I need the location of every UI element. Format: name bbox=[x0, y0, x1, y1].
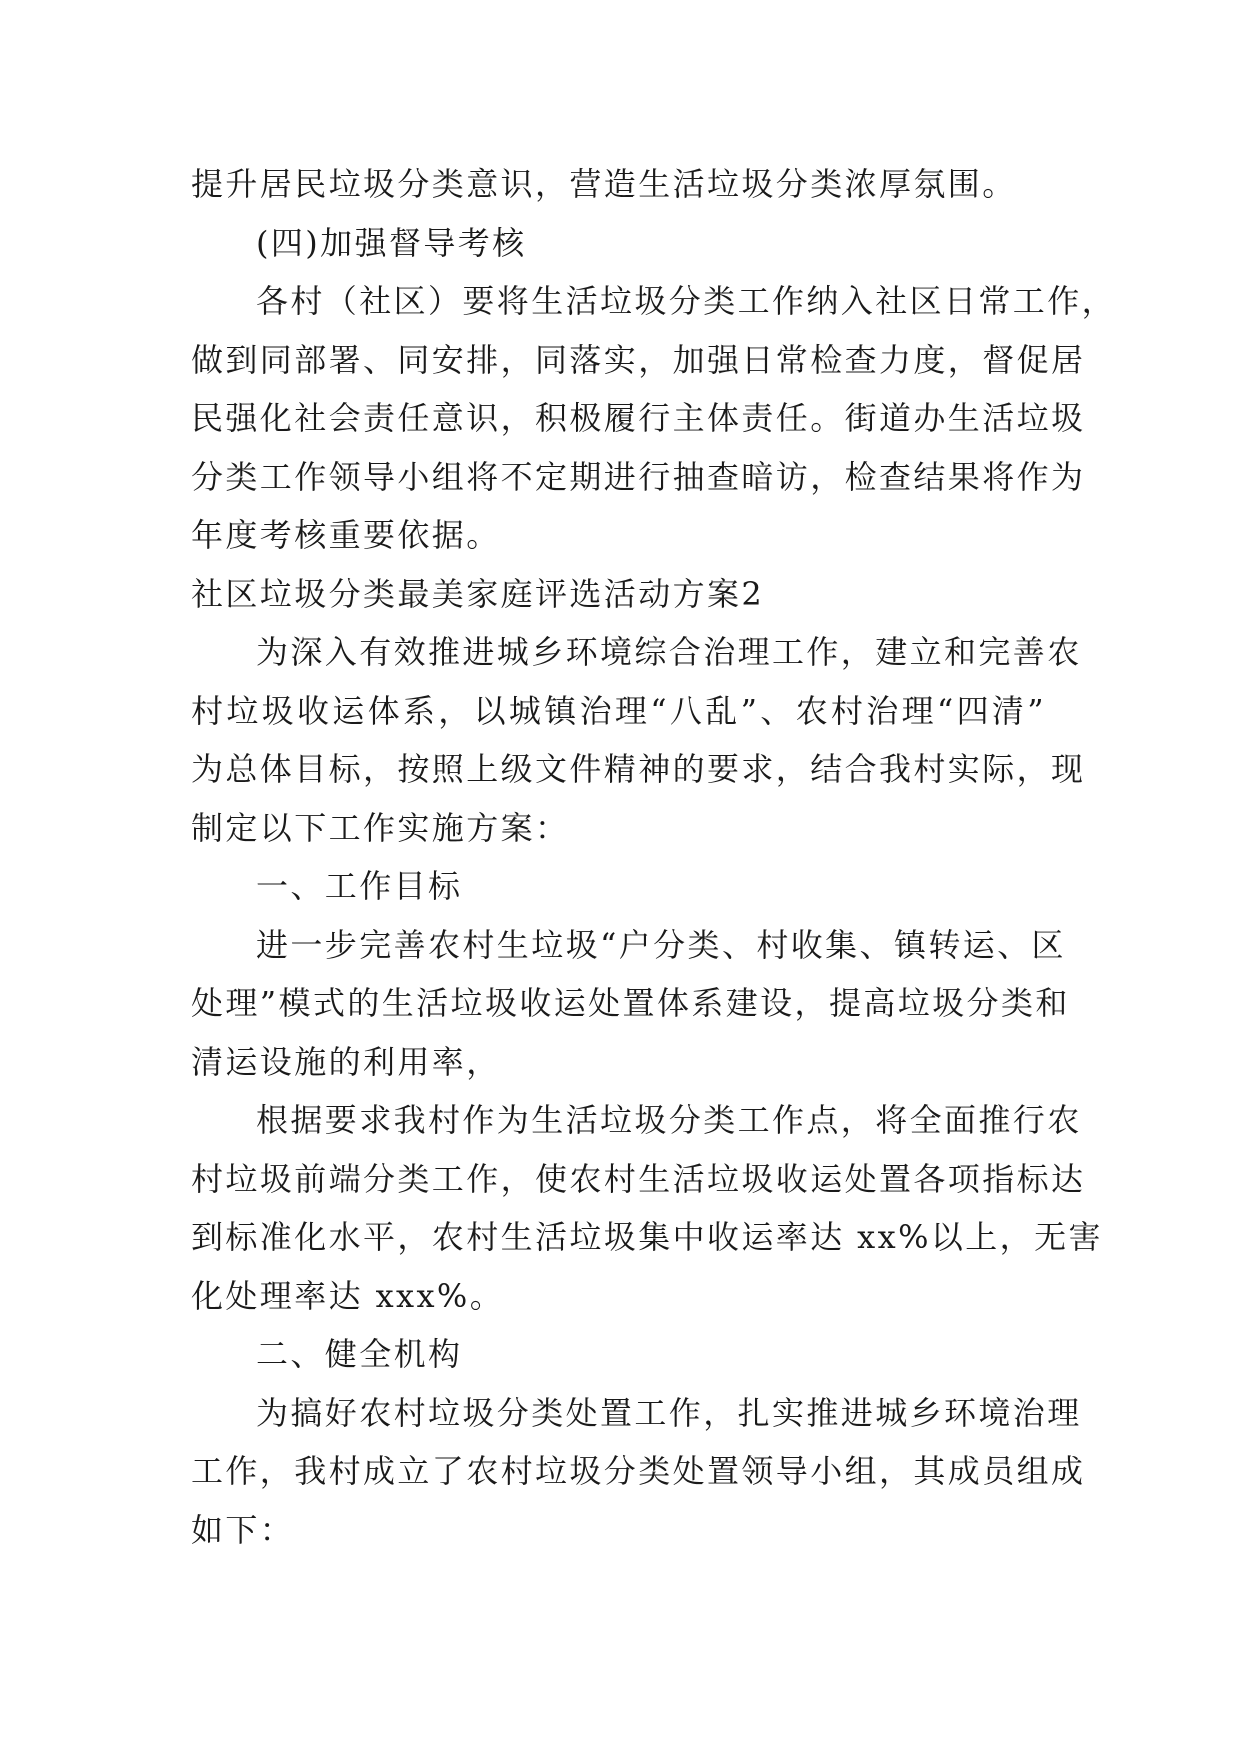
text-line: 处理”模式的生活垃圾收运处置体系建设，提高垃圾分类和 bbox=[191, 984, 1070, 1022]
text-line: 如下： bbox=[191, 1510, 295, 1549]
text-line: 各村（社区）要将生活垃圾分类工作纳入社区日常工作， bbox=[256, 282, 1117, 320]
text-line: 做到同部署、同安排，同落实，加强日常检查力度，督促居 bbox=[191, 340, 1086, 379]
text-line: 村垃圾收运体系，以城镇治理“八乱”、农村治理“四清” bbox=[191, 691, 1046, 730]
text-line: 工作，我村成立了农村垃圾分类处置领导小组，其成员组成 bbox=[191, 1452, 1086, 1490]
text-line: 根据要求我村作为生活垃圾分类工作点，将全面推行农 bbox=[256, 1101, 1082, 1139]
text-line: 二、健全机构 bbox=[256, 1335, 463, 1373]
text-line: 村垃圾前端分类工作，使农村生活垃圾收运处置各项指标达 bbox=[191, 1159, 1086, 1198]
text-line: 到标准化水平，农村生活垃圾集中收运率达 xx%以上，无害 bbox=[191, 1218, 1103, 1256]
text-line: 化处理率达 xxx%。 bbox=[191, 1276, 505, 1315]
text-line: 为总体目标，按照上级文件精神的要求，结合我村实际，现 bbox=[191, 750, 1086, 788]
text-line: 为搞好农村垃圾分类处置工作，扎实推进城乡环境治理 bbox=[256, 1393, 1082, 1432]
text-line: 提升居民垃圾分类意识，营造生活垃圾分类浓厚氛围。 bbox=[191, 165, 1017, 203]
text-line: 清运设施的利用率， bbox=[191, 1042, 501, 1081]
text-line: 民强化社会责任意识，积极履行主体责任。街道办生活垃圾 bbox=[191, 399, 1086, 437]
text-line: 一、工作目标 bbox=[256, 867, 463, 905]
document-page bbox=[191, 155, 1117, 1559]
text-line: 制定以下工作实施方案： bbox=[191, 808, 570, 847]
text-line: 年度考核重要依据。 bbox=[191, 516, 501, 554]
text-line: 为深入有效推进城乡环境综合治理工作，建立和完善农 bbox=[256, 633, 1082, 671]
text-line: 进一步完善农村生垃圾“户分类、村收集、镇转运、区 bbox=[256, 925, 1066, 964]
text-line: 分类工作领导小组将不定期进行抽查暗访，检查结果将作为 bbox=[191, 457, 1086, 496]
text-line: 社区垃圾分类最美家庭评选活动方案2 bbox=[191, 574, 765, 613]
text-line: (四)加强督导考核 bbox=[256, 223, 527, 262]
